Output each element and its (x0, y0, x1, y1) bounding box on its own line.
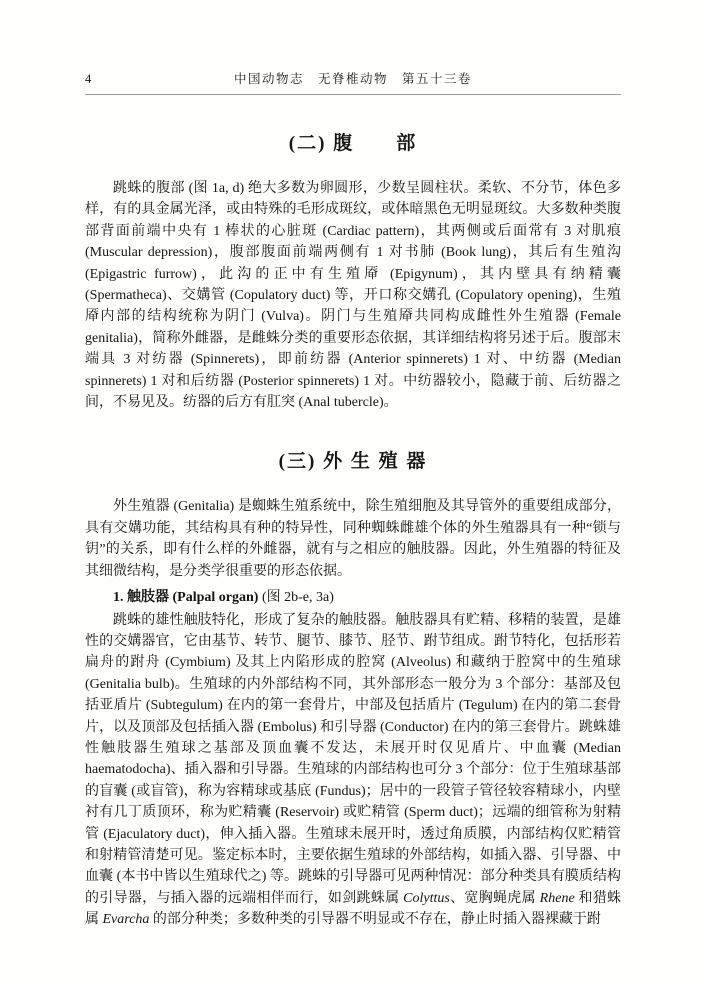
running-title: 中国动物志 无脊椎动物 第五十三卷 (233, 72, 472, 86)
palpal-organ-paragraph: 跳蛛的雄性触肢特化，形成了复杂的触肢器。触肢器具有贮精、移精的装置，是雄性的交媾器官，它由基节、转节、腿节、膝节、胫节、跗节组成。跗节特化，包括形若扁舟的跗舟 (Cymbium) 及其上内陷形成的腔窝 (Alveolus) 和藏纳于腔窝中的生殖球 (Genitalia bulb)。生殖球的内外部结构不同，其外部形态一般分为 3 个部分：基部及包括亚盾片 (Subtegulum) 在内的第一套骨片，中部及包括盾片 (Tegulum) 在内的第二套骨片，以及顶部及包括插入器 (Embolus) 和引导器 (Conductor) 在内的第三套骨片。跳蛛雄性触肢器生殖球之基部及顶血囊不发达，未展开时仅见盾片、中血囊 (Median haematodocha)、插入器和引导器。生殖球的内部结构也可分 3 个部分：位于生殖球基部的盲囊 (或盲管)，称为容精球或基底 (Fundus)；居中的一段管子管径较容精球小，内壁衬有几丁质顶环，称为贮精囊 (Reservoir) 或贮精管 (Sperm duct)；远端的细管称为射精管 (Ejaculatory duct)，伸入插入器。生殖球未展开时，透过角质膜，内部结构仅贮精管和射精管清楚可见。鉴定标本时，主要依据生殖球的外部结构，如插入器、引导器、中血囊 (本书中皆以生殖球代之) 等。跳蛛的引导器可见两种情况：部分种类具有膜质结构的引导器，与插入器的远端相伴而行，如剑跳蛛属 Colyttus、宽胸蝇虎属 Rhene 和猎蛛属 Evarcha 的部分种类；多数种类的引导器不明显或不存在，静止时插入器裸藏于跗 (85, 612, 622, 928)
subsection-number-and-title: 1. 触肢器 (Palpal organ) (113, 590, 259, 606)
section-heading-abdomen: (二) 腹 部 (288, 133, 418, 154)
subsection-title-palpal-organ (85, 587, 621, 608)
abdomen-paragraph: 跳蛛的腹部 (图 1a, d) 绝大多数为卵圆形，少数呈圆柱状。柔软、不分节，体色多样，有的具金属光泽，或由特殊的毛形成斑纹，或体暗黑色无明显斑纹。大多数种类腹部背面前端中央有 1 棒状的心脏斑 (Cardiac pattern)，其两侧或后面常有 3 对肌痕 (Muscular depression)，腹部腹面前端两侧有 1 对书肺 (Book lung)，其后有生殖沟 (Epigastric furrow)，此沟的正中有生殖厣 (Epigynum)，其内壁具有纳精囊 (Spermatheca)、交媾管 (Copulatory duct) 等，开口称交媾孔 (Copulatory opening)，生殖厣内部的结构统称为阴门 (Vulva)。阴门与生殖厣共同构成雌性外生殖器 (Female genitalia)，简称外雌器，是雌蛛分类的重要形态依据，其详细结构将另述于后。腹部末端具 3 对纺器 (Spinnerets)，即前纺器 (Anterior spinnerets) 1 对、中纺器 (Median spinnerets) 1 对和后纺器 (Posterior spinnerets) 1 对。中纺器较小，隐藏于前、后纺器之间，不易见及。纺器的后方有肛突 (Anal tubercle)。 (85, 181, 621, 411)
section-heading-genitalia: (三) 外 生 殖 器 (278, 451, 428, 473)
genitalia-intro-paragraph: 外生殖器 (Genitalia) 是蜘蛛生殖系统中，除生殖细胞及其导管外的重要组成部分，具有交媾功能，其结构具有种的特异性，同种蜘蛛雌雄个体的外生殖器具有一种“锁与钥”的关系，即有什么样的外雌器，就有与之相应的触肢器。因此，外生殖器的特征及其细微结构，是分类学很重要的形态依据。 (85, 499, 621, 579)
page-number: 4 (85, 72, 92, 86)
subsection-figure-ref: (图 2b-e, 3a) (258, 590, 334, 606)
page-header (85, 0, 621, 95)
